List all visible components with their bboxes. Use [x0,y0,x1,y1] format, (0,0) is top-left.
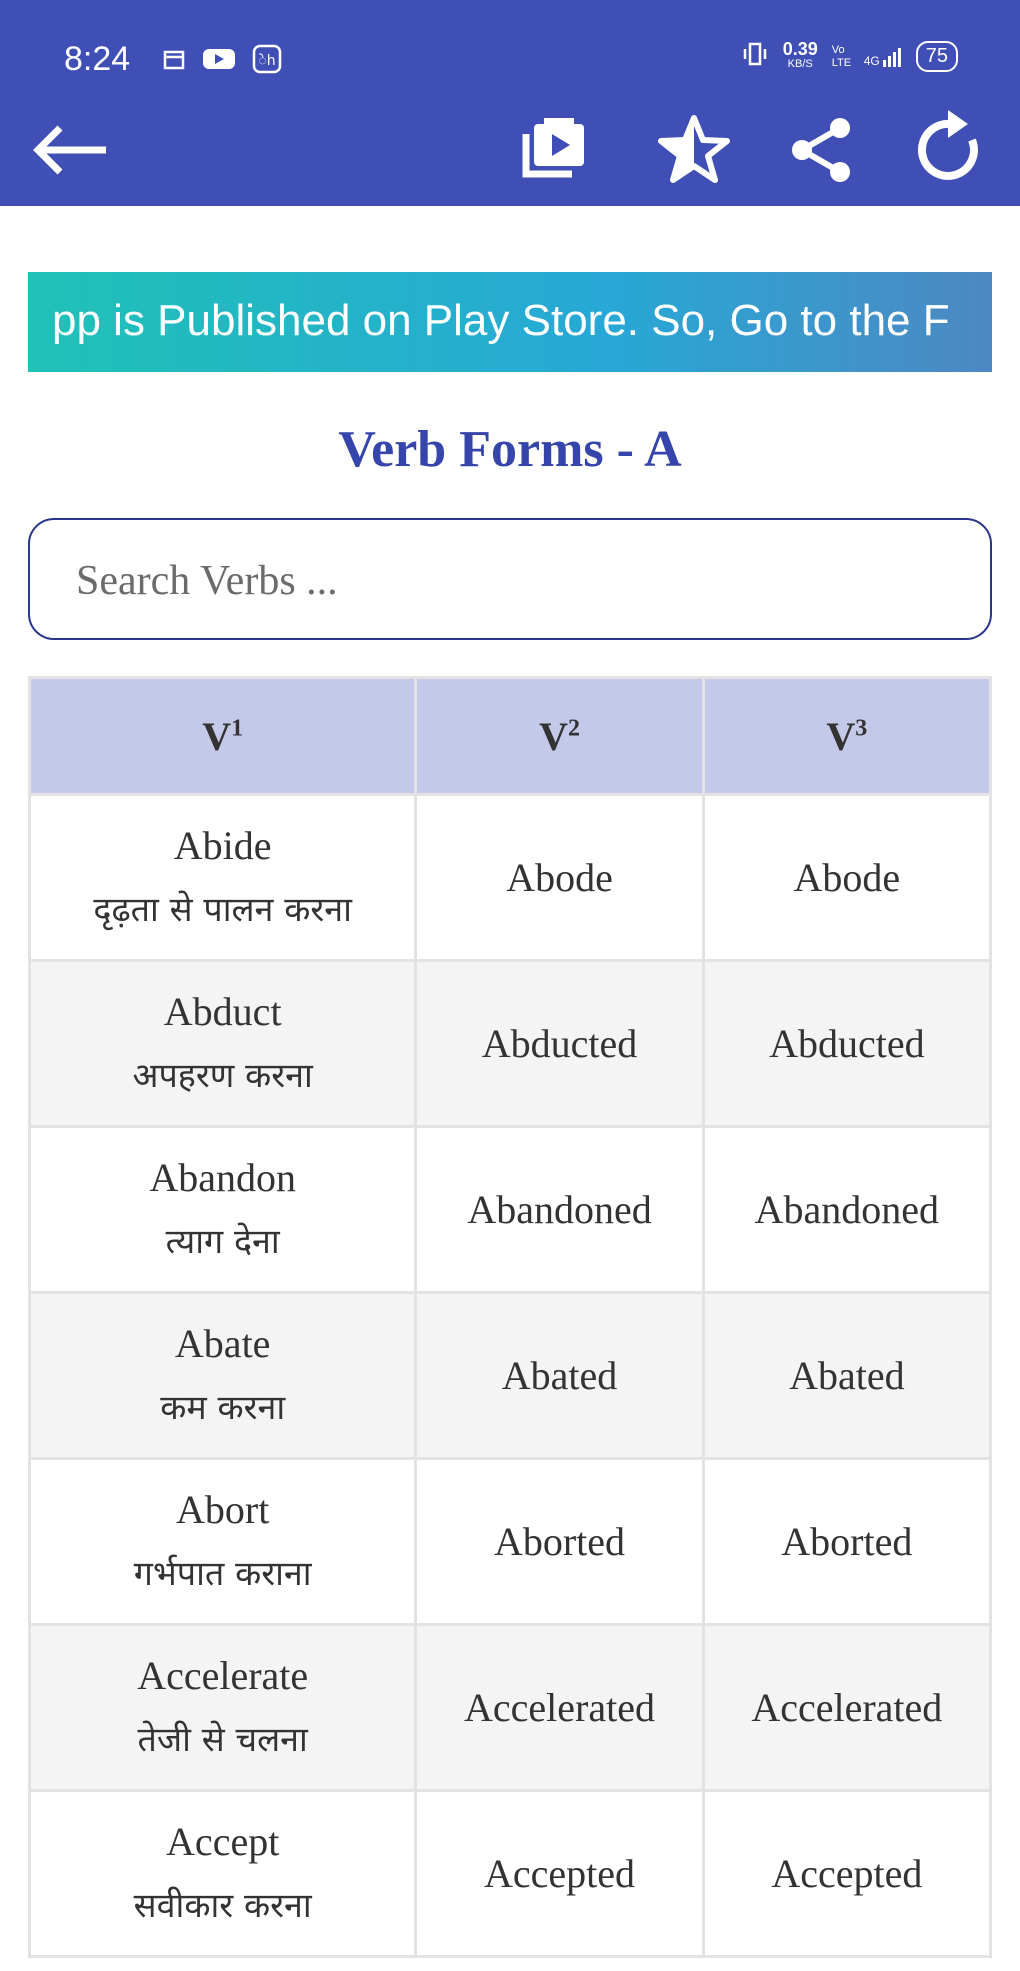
v1-word: Abandon [149,1154,296,1200]
table-row [30,1127,991,1293]
hindi-meaning: दृढ़ता से पालन करना [93,889,352,930]
header-v2-label: V [539,713,568,759]
youtube-icon [202,47,236,76]
search-input[interactable] [74,548,938,614]
v2-cell: Aborted [416,1459,703,1625]
v2-cell: Abandoned [416,1127,703,1293]
v3-cell: Aborted [703,1459,990,1625]
v2-cell: Abode [416,795,703,961]
back-button[interactable] [30,110,110,190]
header-v3-sup: 3 [855,715,868,742]
hindi-meaning: सवीकार करना [133,1885,312,1926]
marquee-banner[interactable] [28,272,992,372]
battery-indicator: 75 [916,41,958,72]
table-row [30,1459,991,1625]
table-row [30,795,991,961]
data-speed [782,38,818,72]
header-v3 [703,678,990,795]
v1-word: Abate [174,1320,271,1366]
app-bar [0,0,1020,206]
refresh-button[interactable] [910,110,990,190]
v3-cell: Abode [703,795,990,961]
refresh-icon [910,110,990,190]
v1-word: Abduct [163,988,282,1034]
v2-cell: Abducted [416,961,703,1127]
header-v2 [416,678,703,795]
app-notification-icon [252,44,282,79]
verb-table [28,676,992,1958]
table-row [30,1625,991,1791]
hindi-meaning: तेजी से चलना [137,1719,308,1760]
v3-cell: Accepted [703,1791,990,1957]
v2-cell: Abated [416,1293,703,1459]
header-v3-label: V [826,713,856,759]
video-library-icon [514,110,594,190]
data-speed-unit: KB/S [787,57,813,70]
v1-word: Accept [166,1818,280,1864]
notification-icons [162,44,282,79]
header-v1-sup: 1 [231,715,244,742]
search-box [28,518,992,640]
table-row [30,961,991,1127]
svg-text:ेh: ेh [258,53,276,69]
network-type: 4G [863,53,880,68]
hindi-meaning: गर्भपात कराना [133,1553,312,1594]
header-v2-sup: 2 [567,715,580,742]
v3-cell: Abandoned [703,1127,990,1293]
v3-cell: Accelerated [703,1625,990,1791]
page-title: Verb Forms - A [338,421,682,478]
v2-cell: Accepted [416,1791,703,1957]
status-indicators [741,40,958,73]
v1-word: Abide [173,822,272,868]
share-icon [782,110,862,190]
calendar-icon [162,47,186,76]
v1-cell [30,1127,416,1293]
table-row [30,1791,991,1957]
hindi-meaning: कम करना [160,1387,286,1428]
v3-cell: Abducted [703,961,990,1127]
v1-cell [30,961,416,1127]
volte-indicator: Vo LTE [831,43,852,69]
data-speed-value: 0.39 [782,38,818,59]
video-button[interactable] [514,110,594,190]
vibrate-icon [741,40,769,73]
v2-cell: Accelerated [416,1625,703,1791]
status-bar [0,0,1020,110]
header-v1-label: V [202,713,232,759]
v1-cell [30,1293,416,1459]
hindi-meaning: त्याग देना [165,1221,280,1262]
back-arrow-icon [30,110,110,190]
v1-cell [30,1459,416,1625]
banner-text: pp is Published on Play Store. So, Go to the F [52,296,950,345]
hindi-meaning: अपहरण करना [132,1055,313,1096]
signal-icon [864,46,902,68]
v1-word: Abort [176,1486,270,1532]
favorite-button[interactable] [654,110,734,190]
v1-cell [30,1791,416,1957]
v1-cell [30,1625,416,1791]
table-header-row [30,678,991,795]
header-v1 [30,678,416,795]
v1-cell [30,795,416,961]
star-icon [654,110,734,190]
share-button[interactable] [782,110,862,190]
v3-cell: Abated [703,1293,990,1459]
action-bar [0,110,1020,206]
table-row [30,1293,991,1459]
status-time: 8:24 [64,40,131,78]
v1-word: Accelerate [137,1652,309,1698]
